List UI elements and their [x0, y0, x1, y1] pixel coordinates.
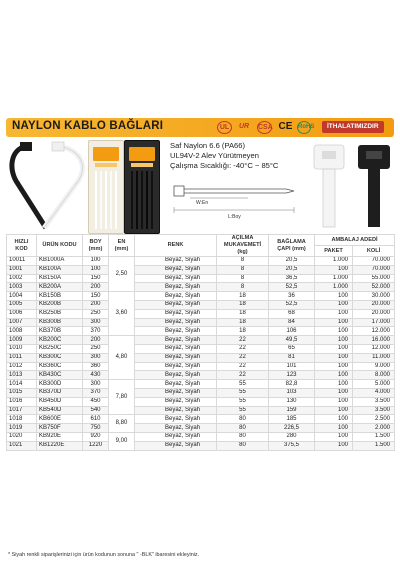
cell-hizli-kod: 1009 [7, 336, 37, 345]
cell-koli: 20.000 [353, 309, 395, 318]
cell-urun-kodu: KB250B [37, 309, 83, 318]
cell-urun-kodu: KB540D [37, 406, 83, 415]
cell-baglama: 159 [269, 406, 315, 415]
cell-urun-kodu: KB920E [37, 432, 83, 441]
spec-flame: UL94V-2 Alev Yürütmeyen [170, 151, 259, 160]
cell-boy: 300 [83, 353, 109, 362]
cell-baglama: 20,5 [269, 265, 315, 274]
white-pack-image [88, 140, 124, 234]
cell-urun-kodu: KB150A [37, 274, 83, 283]
cell-koli: 12.000 [353, 327, 395, 336]
cell-koli: 5.000 [353, 380, 395, 389]
cell-boy: 450 [83, 397, 109, 406]
cell-urun-kodu: KB450D [37, 397, 83, 406]
cell-paket: 1.000 [315, 283, 353, 292]
cell-baglama: 103 [269, 388, 315, 397]
cell-acilma: 18 [217, 318, 269, 327]
cell-urun-kodu: KB100A [37, 265, 83, 274]
cell-en: 3,60 [109, 292, 135, 336]
cell-renk: Beyaz, Siyah [135, 265, 217, 274]
cell-hizli-kod: 1018 [7, 415, 37, 424]
cell-koli: 2.500 [353, 415, 395, 424]
cell-acilma: 18 [217, 292, 269, 301]
cell-renk: Beyaz, Siyah [135, 257, 217, 266]
cell-paket: 100 [315, 397, 353, 406]
cell-koli: 17.000 [353, 318, 395, 327]
cell-baglama: 185 [269, 415, 315, 424]
cell-hizli-kod: 1005 [7, 300, 37, 309]
cell-baglama: 49,5 [269, 336, 315, 345]
cell-baglama: 84 [269, 318, 315, 327]
cell-koli: 3.500 [353, 397, 395, 406]
col-header-en: EN (mm) [109, 235, 135, 257]
col-header-baglama: BAĞLAMA ÇAPI (mm) [269, 235, 315, 257]
table-row [7, 380, 395, 389]
cell-renk: Beyaz, Siyah [135, 353, 217, 362]
width-label: W:En [196, 200, 209, 206]
cell-baglama: 130 [269, 397, 315, 406]
cell-hizli-kod: 1012 [7, 362, 37, 371]
cell-renk: Beyaz, Siyah [135, 388, 217, 397]
table-row [7, 344, 395, 353]
cell-renk: Beyaz, Siyah [135, 406, 217, 415]
cell-renk: Beyaz, Siyah [135, 309, 217, 318]
cell-renk: Beyaz, Siyah [135, 292, 217, 301]
cell-boy: 100 [83, 265, 109, 274]
cell-urun-kodu: KB1220E [37, 441, 83, 450]
cell-paket: 100 [315, 353, 353, 362]
cell-urun-kodu: KB430C [37, 371, 83, 380]
cell-koli: 11.000 [353, 353, 395, 362]
cell-koli: 70.000 [353, 265, 395, 274]
cell-renk: Beyaz, Siyah [135, 344, 217, 353]
col-header-ambalaj: AMBALAJ ADEDİ [315, 235, 395, 246]
table-row [7, 415, 395, 424]
cell-acilma: 18 [217, 300, 269, 309]
cell-paket: 1.000 [315, 274, 353, 283]
cell-koli: 1.500 [353, 441, 395, 450]
cell-urun-kodu: KB370B [37, 327, 83, 336]
col-header-hizli-kod: HIZLI KOD [7, 235, 37, 257]
table-row [7, 353, 395, 362]
col-header-acilma: AÇILMA MUKAVEMETİ (kg) [217, 235, 269, 257]
table-row [7, 300, 395, 309]
cell-hizli-kod: 1003 [7, 283, 37, 292]
cell-hizli-kod: 1015 [7, 388, 37, 397]
cell-acilma: 18 [217, 327, 269, 336]
cell-boy: 430 [83, 371, 109, 380]
cell-paket: 100 [315, 432, 353, 441]
cell-baglama: 20,5 [269, 257, 315, 266]
length-label: L:Boy [228, 214, 241, 220]
cell-koli: 8.000 [353, 371, 395, 380]
cell-koli: 2.000 [353, 424, 395, 433]
cell-urun-kodu: KB200A [37, 283, 83, 292]
cell-paket: 100 [315, 362, 353, 371]
cell-en: 4,80 [109, 336, 135, 380]
cell-renk: Beyaz, Siyah [135, 424, 217, 433]
cell-renk: Beyaz, Siyah [135, 283, 217, 292]
cell-renk: Beyaz, Siyah [135, 415, 217, 424]
cell-paket: 100 [315, 406, 353, 415]
cell-koli: 70.000 [353, 257, 395, 266]
table-row [7, 424, 395, 433]
col-header-boy: BOY (mm) [83, 235, 109, 257]
cell-urun-kodu: KB370D [37, 388, 83, 397]
cell-acilma: 55 [217, 380, 269, 389]
import-badge: İTHALATIMIZDIR [322, 121, 384, 133]
csa-cert-icon: CSA [257, 121, 272, 134]
col-header-renk: RENK [135, 235, 217, 257]
cell-paket: 100 [315, 344, 353, 353]
cell-hizli-kod: 1007 [7, 318, 37, 327]
cell-paket: 100 [315, 415, 353, 424]
cell-urun-kodu: KB300D [37, 380, 83, 389]
page-title: NAYLON KABLO BAĞLARI [12, 120, 164, 132]
cell-acilma: 22 [217, 336, 269, 345]
cell-acilma: 80 [217, 424, 269, 433]
table-row [7, 432, 395, 441]
cell-baglama: 52,5 [269, 283, 315, 292]
cell-renk: Beyaz, Siyah [135, 432, 217, 441]
cell-hizli-kod: 1021 [7, 441, 37, 450]
cell-hizli-kod: 1004 [7, 292, 37, 301]
cell-baglama: 280 [269, 432, 315, 441]
cell-paket: 100 [315, 265, 353, 274]
cell-boy: 200 [83, 336, 109, 345]
table-row [7, 274, 395, 283]
dimension-drawing [168, 178, 300, 220]
product-table [6, 234, 394, 451]
table-row [7, 336, 395, 345]
cell-boy: 1220 [83, 441, 109, 450]
cell-boy: 920 [83, 432, 109, 441]
table-row [7, 327, 395, 336]
cell-koli: 20.000 [353, 300, 395, 309]
cell-paket: 1.000 [315, 257, 353, 266]
cell-paket: 100 [315, 336, 353, 345]
cell-renk: Beyaz, Siyah [135, 300, 217, 309]
cell-acilma: 80 [217, 441, 269, 450]
cell-en: 2,50 [109, 257, 135, 292]
cell-paket: 100 [315, 300, 353, 309]
table-row [7, 371, 395, 380]
cell-acilma: 55 [217, 397, 269, 406]
cell-boy: 540 [83, 406, 109, 415]
col-header-urun-kodu: ÜRÜN KODU [37, 235, 83, 257]
cell-koli: 52.000 [353, 283, 395, 292]
cell-baglama: 65 [269, 344, 315, 353]
cell-hizli-kod: 1013 [7, 371, 37, 380]
cell-boy: 250 [83, 344, 109, 353]
cell-baglama: 82,8 [269, 380, 315, 389]
cell-baglama: 123 [269, 371, 315, 380]
cell-acilma: 8 [217, 274, 269, 283]
cell-acilma: 8 [217, 265, 269, 274]
cell-acilma: 80 [217, 415, 269, 424]
footnote: * Siyah renkli siparişlerinizi için ürün kodunun sonuna " -BLK" ibaresini ekleyiniz. [8, 552, 200, 558]
cell-hizli-kod: 1008 [7, 327, 37, 336]
spec-material: Saf Naylon 6.6 (PA66) [170, 141, 245, 150]
cell-paket: 100 [315, 327, 353, 336]
cell-hizli-kod: 1019 [7, 424, 37, 433]
cell-urun-kodu: KB200B [37, 300, 83, 309]
cell-hizli-kod: 1014 [7, 380, 37, 389]
cell-acilma: 80 [217, 432, 269, 441]
cell-acilma: 22 [217, 353, 269, 362]
cell-boy: 370 [83, 388, 109, 397]
cell-renk: Beyaz, Siyah [135, 362, 217, 371]
cell-urun-kodu: KB300C [37, 353, 83, 362]
cell-boy: 360 [83, 362, 109, 371]
ur-cert-icon: UR [238, 123, 250, 130]
black-tie-head-image [352, 141, 396, 231]
cell-en: 7,80 [109, 380, 135, 415]
cell-acilma: 8 [217, 257, 269, 266]
cell-baglama: 226,5 [269, 424, 315, 433]
table-body [7, 257, 395, 451]
cell-urun-kodu: KB200C [37, 336, 83, 345]
cell-boy: 610 [83, 415, 109, 424]
cell-baglama: 52,5 [269, 300, 315, 309]
cell-koli: 30.000 [353, 292, 395, 301]
header-bar [6, 118, 394, 137]
cell-hizli-kod: 1020 [7, 432, 37, 441]
cell-acilma: 55 [217, 388, 269, 397]
white-tie-head-image [308, 141, 350, 231]
cell-baglama: 106 [269, 327, 315, 336]
cell-boy: 200 [83, 283, 109, 292]
cell-boy: 150 [83, 274, 109, 283]
cell-koli: 12.000 [353, 344, 395, 353]
cell-hizli-kod: 1002 [7, 274, 37, 283]
rohs-cert-icon: RoHS [297, 121, 311, 134]
col-header-paket: PAKET [315, 246, 353, 257]
cell-boy: 150 [83, 292, 109, 301]
cell-koli: 3.500 [353, 406, 395, 415]
table-row [7, 388, 395, 397]
cell-urun-kodu: KB300B [37, 318, 83, 327]
cell-hizli-kod: 1017 [7, 406, 37, 415]
cell-acilma: 8 [217, 283, 269, 292]
cell-koli: 55.000 [353, 274, 395, 283]
cell-hizli-kod: 10011 [7, 257, 37, 266]
cell-koli: 16.000 [353, 336, 395, 345]
table-row [7, 362, 395, 371]
cell-renk: Beyaz, Siyah [135, 327, 217, 336]
cell-boy: 100 [83, 257, 109, 266]
table-row [7, 283, 395, 292]
spec-temperature: Çalışma Sıcaklığı: -40°C ~ 85°C [170, 161, 279, 170]
cell-baglama: 81 [269, 353, 315, 362]
cell-baglama: 375,5 [269, 441, 315, 450]
cell-urun-kodu: KB600E [37, 415, 83, 424]
cell-koli: 1.500 [353, 432, 395, 441]
cell-renk: Beyaz, Siyah [135, 397, 217, 406]
cell-renk: Beyaz, Siyah [135, 274, 217, 283]
table-row [7, 309, 395, 318]
cell-en: 8,80 [109, 415, 135, 433]
cell-paket: 100 [315, 380, 353, 389]
table-row [7, 441, 395, 450]
black-pack-image [124, 140, 160, 234]
cell-acilma: 22 [217, 362, 269, 371]
cell-hizli-kod: 1006 [7, 309, 37, 318]
cell-hizli-kod: 1016 [7, 397, 37, 406]
table-row [7, 318, 395, 327]
cell-boy: 750 [83, 424, 109, 433]
table-row [7, 406, 395, 415]
cell-urun-kodu: KB1000A [37, 257, 83, 266]
cell-paket: 100 [315, 292, 353, 301]
cell-acilma: 22 [217, 344, 269, 353]
cell-paket: 100 [315, 441, 353, 450]
cell-boy: 370 [83, 327, 109, 336]
cell-renk: Beyaz, Siyah [135, 371, 217, 380]
cell-acilma: 22 [217, 371, 269, 380]
table-row [7, 397, 395, 406]
cell-renk: Beyaz, Siyah [135, 441, 217, 450]
cell-paket: 100 [315, 371, 353, 380]
cell-hizli-kod: 1011 [7, 353, 37, 362]
table-row [7, 265, 395, 274]
cell-hizli-kod: 1010 [7, 344, 37, 353]
cell-boy: 300 [83, 318, 109, 327]
cell-acilma: 55 [217, 406, 269, 415]
cell-renk: Beyaz, Siyah [135, 336, 217, 345]
cell-urun-kodu: KB250C [37, 344, 83, 353]
cell-urun-kodu: KB360C [37, 362, 83, 371]
cell-baglama: 36,5 [269, 274, 315, 283]
cell-boy: 250 [83, 309, 109, 318]
table-row [7, 257, 395, 266]
cell-urun-kodu: KB750F [37, 424, 83, 433]
spec-list [170, 141, 278, 171]
table-row [7, 292, 395, 301]
cable-tie-photo [6, 140, 88, 232]
cell-renk: Beyaz, Siyah [135, 318, 217, 327]
cell-paket: 100 [315, 424, 353, 433]
cell-hizli-kod: 1001 [7, 265, 37, 274]
cell-koli: 9.000 [353, 362, 395, 371]
cell-paket: 100 [315, 388, 353, 397]
cell-baglama: 36 [269, 292, 315, 301]
cell-en: 9,00 [109, 432, 135, 450]
cell-acilma: 18 [217, 309, 269, 318]
cell-baglama: 101 [269, 362, 315, 371]
ce-cert-icon: CE [278, 121, 293, 132]
cell-renk: Beyaz, Siyah [135, 380, 217, 389]
cell-baglama: 68 [269, 309, 315, 318]
cell-boy: 300 [83, 380, 109, 389]
cell-paket: 100 [315, 318, 353, 327]
cell-urun-kodu: KB150B [37, 292, 83, 301]
cell-paket: 100 [315, 309, 353, 318]
cell-boy: 200 [83, 300, 109, 309]
cell-koli: 4.000 [353, 388, 395, 397]
ul-cert-icon: UL [217, 121, 232, 134]
col-header-koli: KOLİ [353, 246, 395, 257]
